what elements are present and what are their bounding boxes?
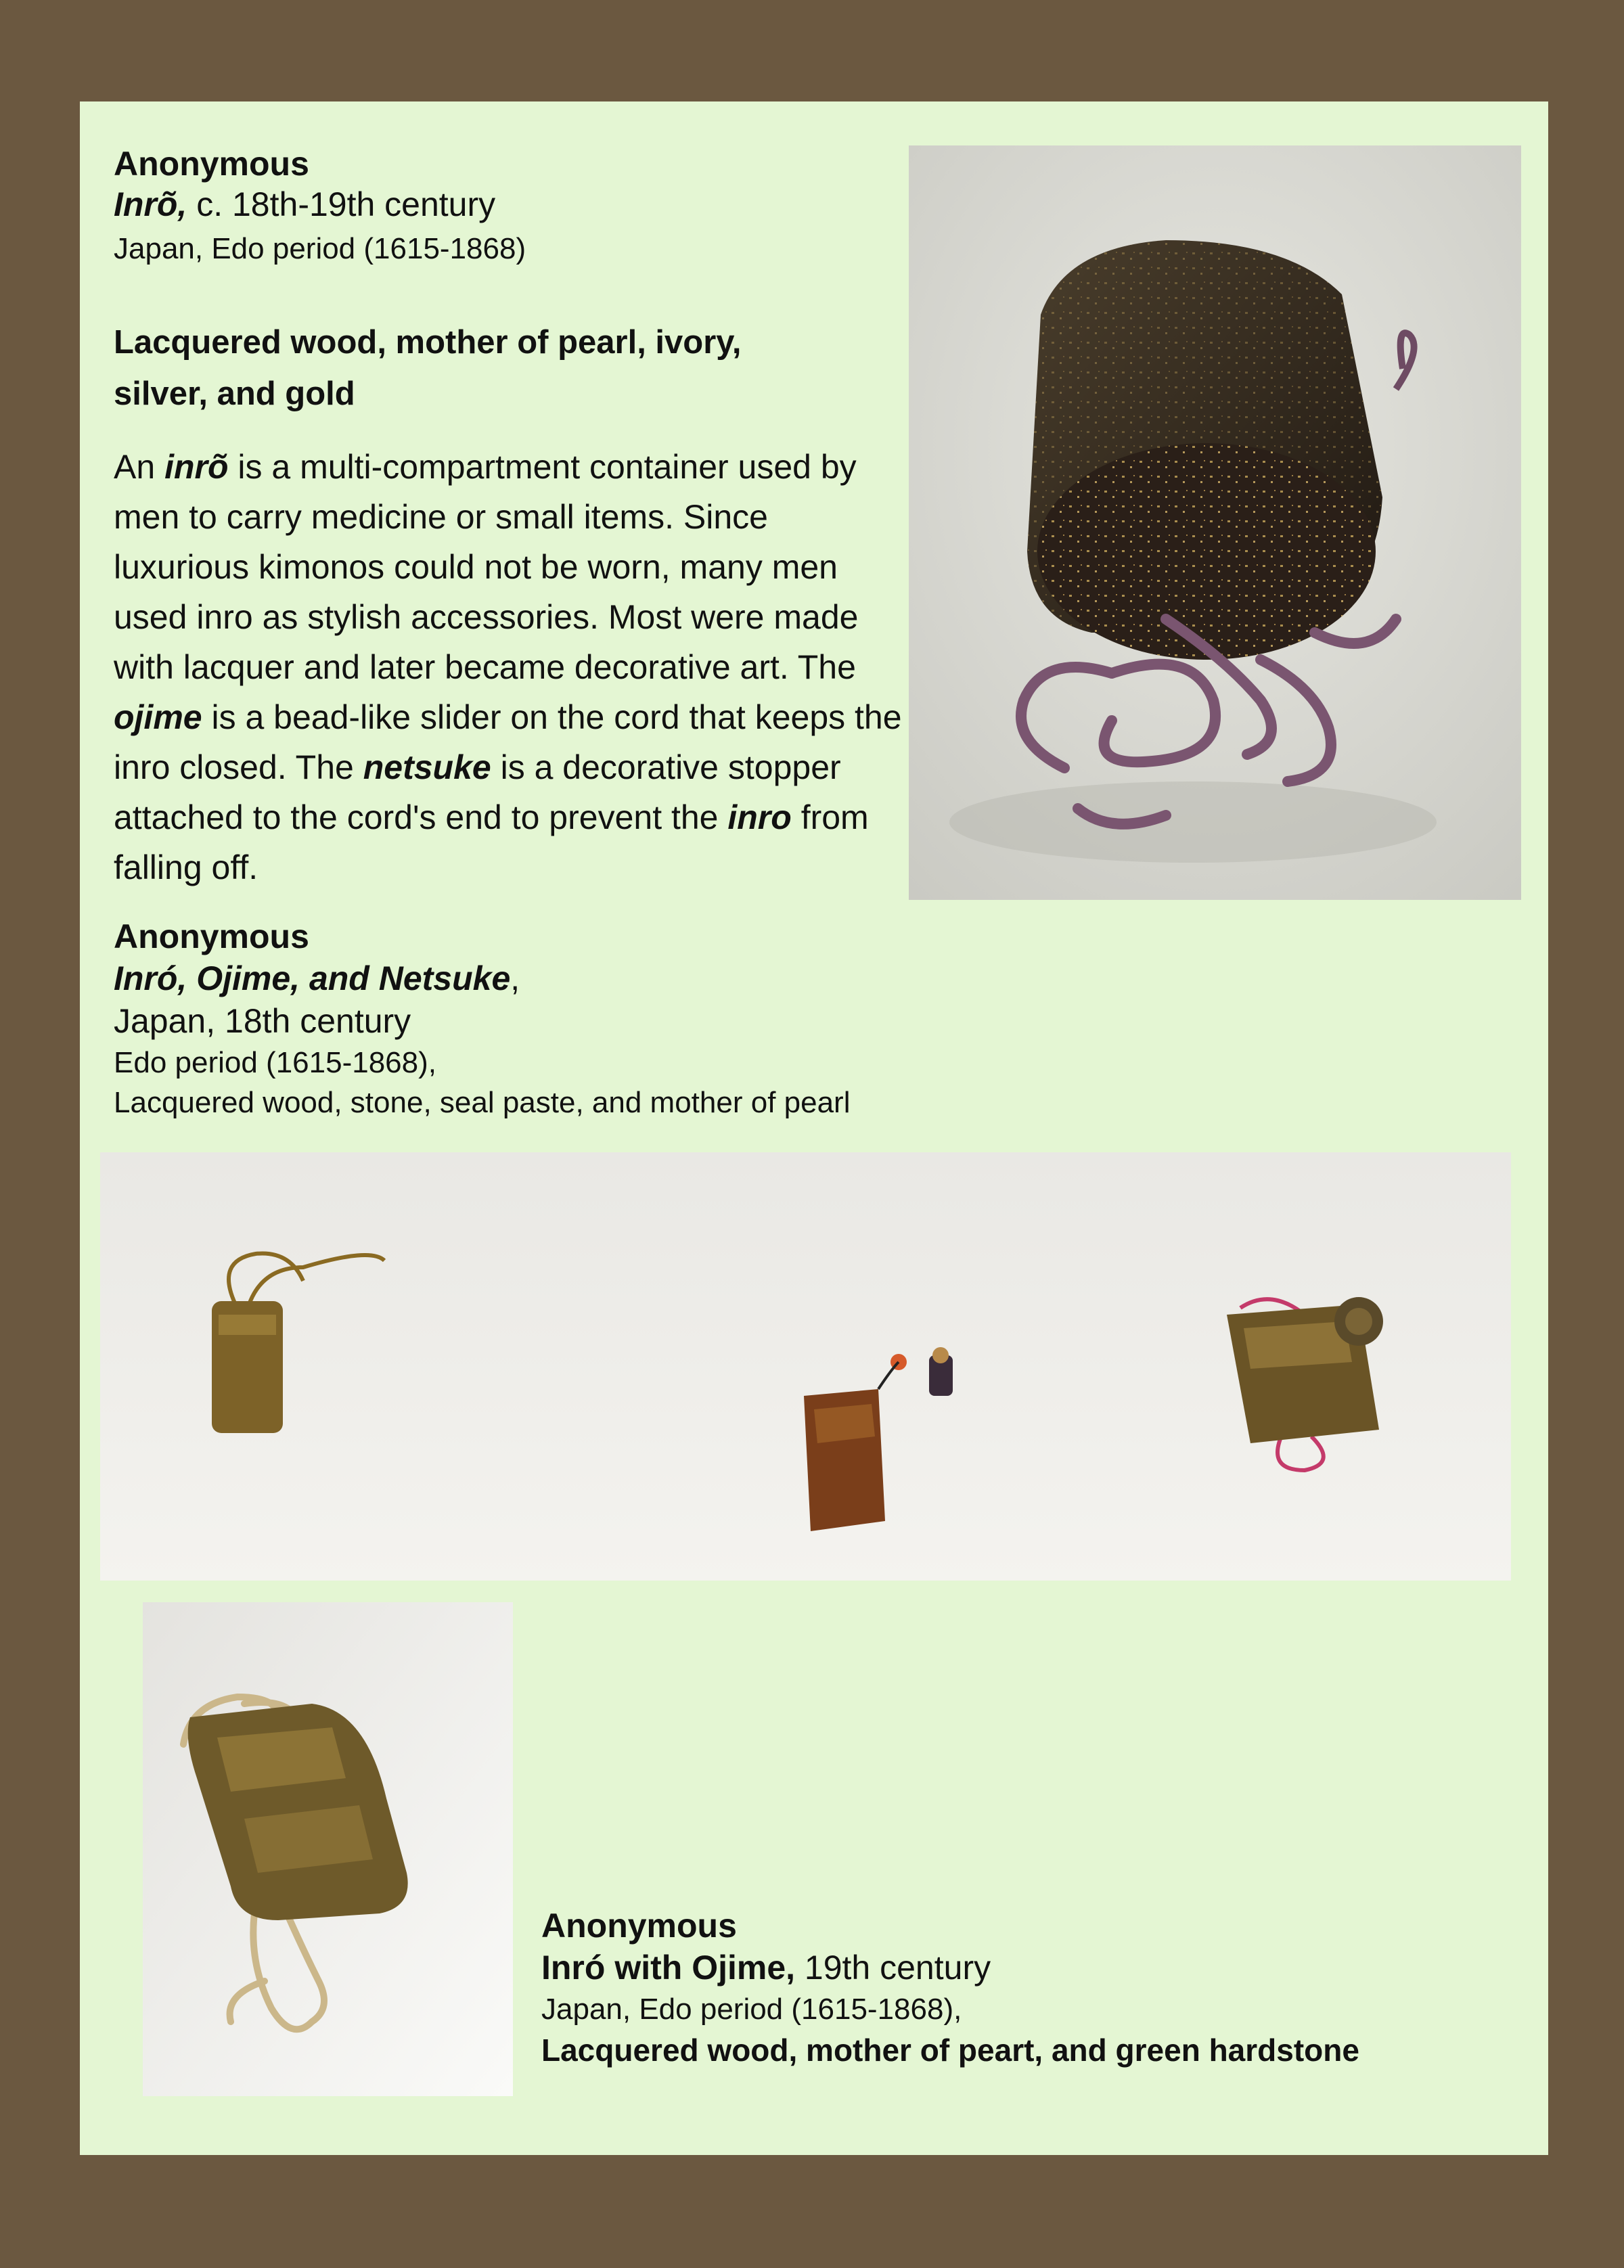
- artist-name: Anonymous: [114, 917, 309, 955]
- materials-line-2: silver, and gold: [114, 376, 355, 412]
- term-inro: inrõ: [164, 448, 229, 486]
- materials-inro: [114, 317, 742, 419]
- term-inro: inro: [727, 798, 792, 836]
- artwork-origin: Japan, Edo period (1615-1868): [114, 232, 526, 265]
- description-segment: is a decorative stopper attached to the cord's end to prevent the: [114, 748, 841, 836]
- description-segment: An: [114, 448, 165, 486]
- description-text: [114, 442, 912, 892]
- artwork-title: Inró with Ojime,: [541, 1949, 796, 1987]
- artwork-materials: Lacquered wood, stone, seal paste, and mother of pearl: [114, 1086, 851, 1119]
- materials-line-1: Lacquered wood, mother of pearl, ivory,: [114, 324, 742, 361]
- title-suffix: ,: [510, 959, 520, 997]
- caption-inro: [114, 143, 526, 273]
- artist-name: Anonymous: [114, 145, 309, 183]
- inro-trio-illustration: [100, 1152, 1511, 1581]
- artwork-title-line: [114, 184, 526, 225]
- artwork-date: c. 18th-19th century: [187, 185, 496, 223]
- artwork-origin: Japan, Edo period (1615-1868),: [541, 1993, 962, 2026]
- term-ojime: ojime: [114, 698, 202, 736]
- inro-illustration: [909, 145, 1521, 900]
- artwork-period: Edo period (1615-1868),: [114, 1046, 436, 1079]
- caption-inro-ojime-netsuke: [114, 915, 850, 1122]
- inro-ojime-photo: [143, 1602, 513, 2096]
- page-panel: [80, 101, 1548, 2155]
- artwork-title: Inró, Ojime, and Netsuke: [114, 959, 511, 997]
- artwork-title-line: [541, 1947, 1359, 1989]
- inro-ojime-illustration: [143, 1602, 513, 2096]
- description-segment: from falling off.: [114, 798, 869, 886]
- description-segment: is a multi-compartment container used by men to carry medicine or small items. Since luxurious kimonos could not be worn, many men used inro as stylish accessories. Most were made with lacquer and later became decorative art. The: [114, 448, 859, 686]
- artwork-title-line: [114, 957, 850, 999]
- inro-photo: [909, 145, 1521, 900]
- artwork-title: Inrõ,: [114, 185, 187, 223]
- description-segment: is a bead-like slider on the cord that keeps the inro closed. The: [114, 698, 902, 786]
- inro-trio-photo: [100, 1152, 1511, 1581]
- artwork-materials: Lacquered wood, mother of peart, and green hardstone: [541, 2033, 1359, 2068]
- description-paragraph: [114, 442, 912, 892]
- term-netsuke: netsuke: [363, 748, 491, 786]
- artwork-origin: Japan, 18th century: [114, 1002, 411, 1040]
- artwork-date: 19th century: [795, 1949, 991, 1987]
- caption-inro-with-ojime: [541, 1905, 1359, 2070]
- artist-name: Anonymous: [541, 1907, 737, 1945]
